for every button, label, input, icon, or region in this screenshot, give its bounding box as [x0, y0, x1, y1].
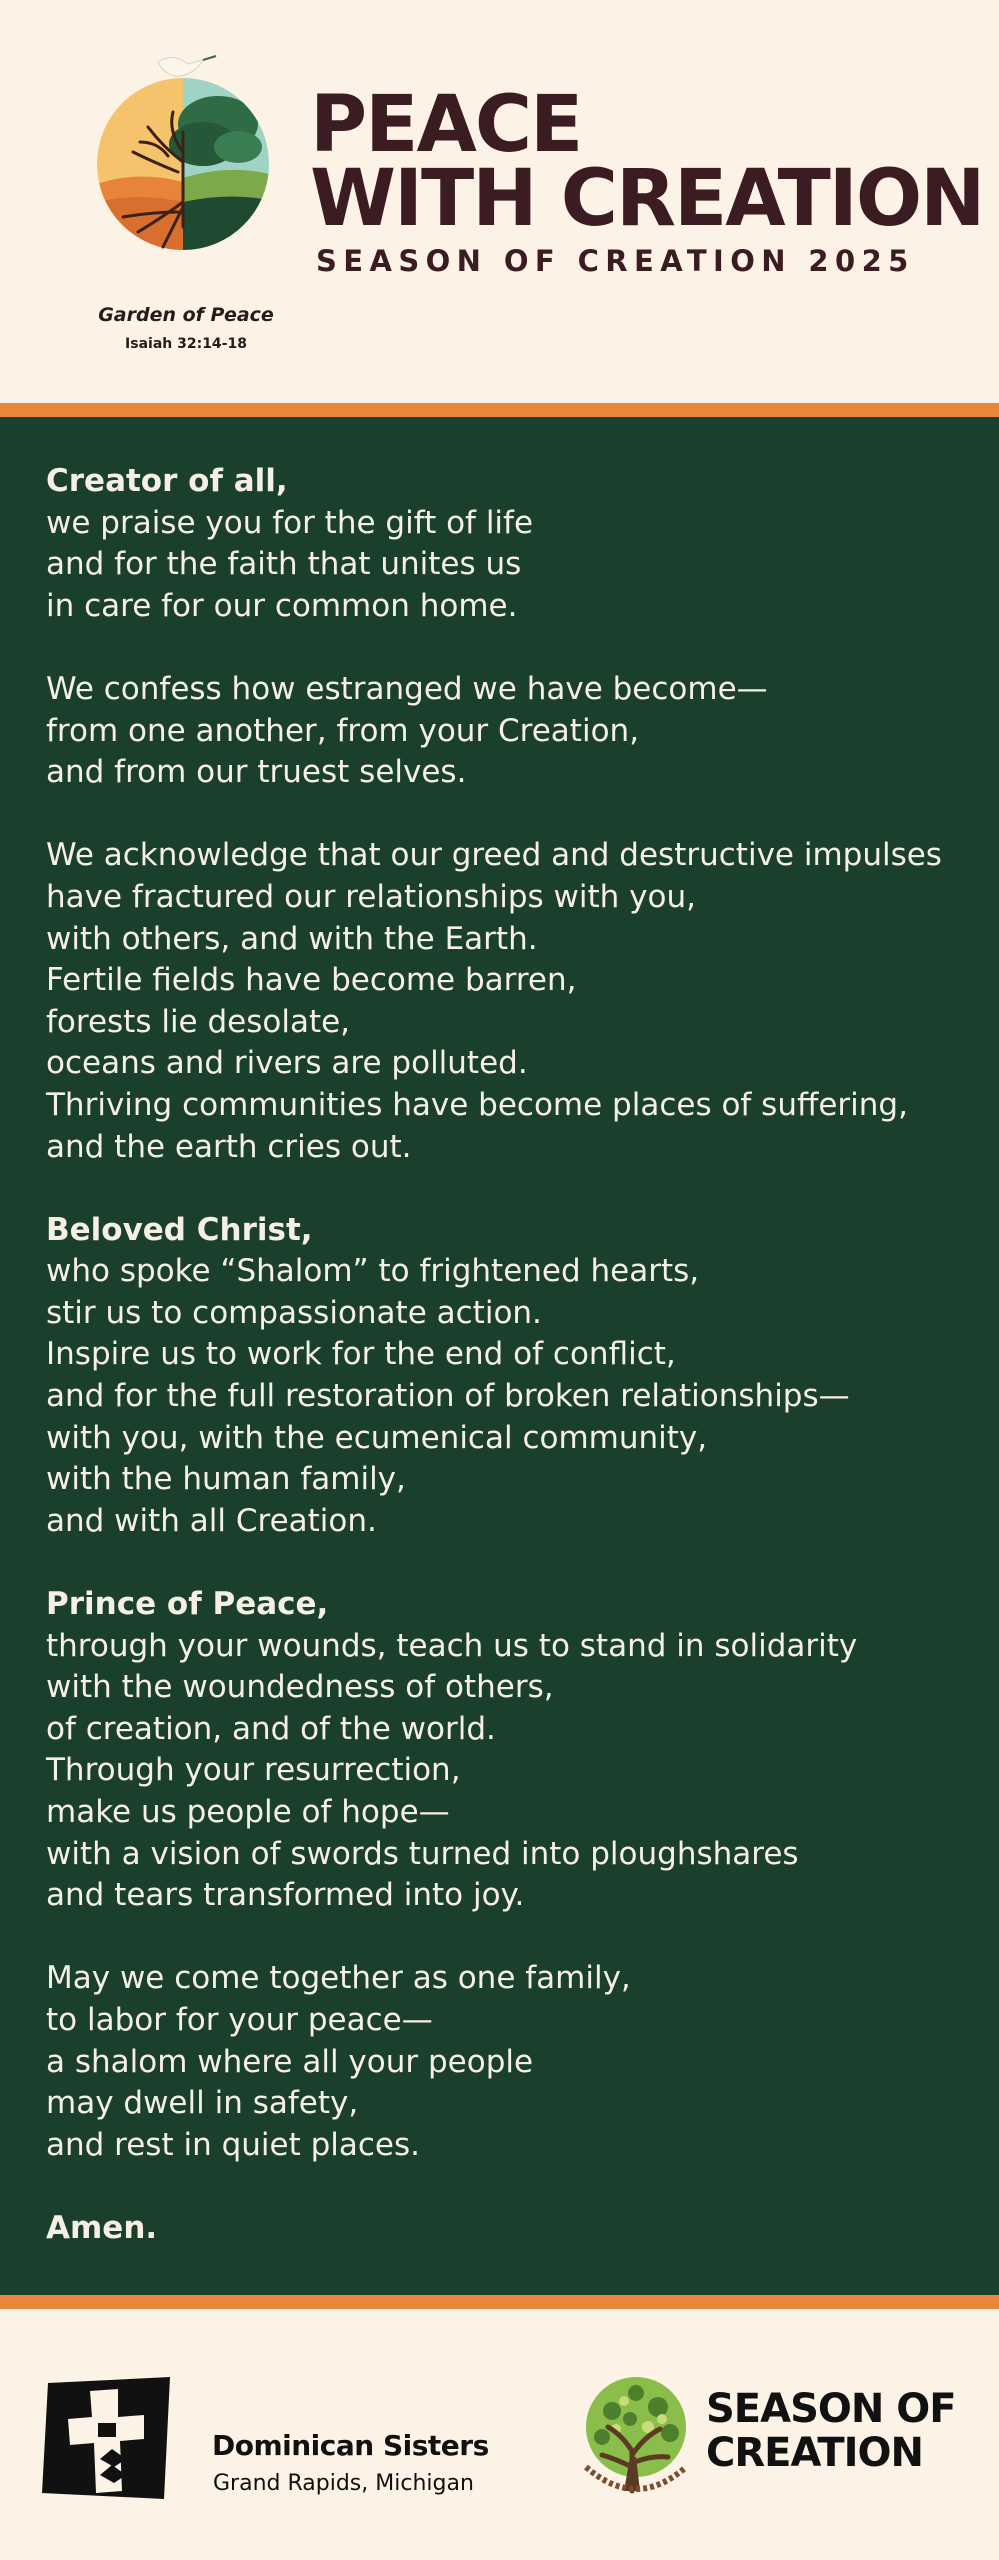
subtitle: SEASON OF CREATION 2025 [316, 244, 915, 278]
stanza [46, 461, 976, 627]
stanza-heading: Beloved Christ, [46, 1211, 313, 1248]
stanza-gap [46, 2166, 976, 2208]
prayer-line: through your wounds, teach us to stand in solidarity [46, 1627, 858, 1664]
prayer-line: Thriving communities have become places of suffering, [46, 1086, 908, 1123]
season-line-1: SEASON OF [706, 2386, 956, 2432]
prayer-line: in care for our common home. [46, 587, 518, 624]
dominican-sisters-logo-icon [40, 2363, 175, 2503]
prayer-line: with you, with the ecumenical community, [46, 1419, 708, 1456]
stanza-gap [46, 627, 976, 669]
prayer-line: oceans and rivers are polluted. [46, 1045, 528, 1082]
stanza [46, 1958, 976, 2166]
prayer-line: We confess how estranged we have become— [46, 670, 768, 707]
stanza [46, 2208, 976, 2250]
tree-dove-emblem-icon [78, 52, 288, 252]
prayer-line: and for the faith that unites us [46, 546, 522, 583]
prayer-line: and for the full restoration of broken relationships— [46, 1378, 850, 1415]
prayer-line: with the woundedness of others, [46, 1669, 554, 1706]
footer [0, 2309, 999, 2560]
stanza [46, 1210, 976, 1543]
stanza [46, 1584, 976, 1917]
prayer-line: who spoke “Shalom” to frightened hearts, [46, 1253, 700, 1290]
prayer-line: and the earth cries out. [46, 1128, 412, 1165]
prayer-line: Through your resurrection, [46, 1752, 461, 1789]
prayer-line: a shalom where all your people [46, 2043, 534, 2080]
stanza-gap [46, 1917, 976, 1959]
top-accent-stripe [0, 403, 999, 417]
season-of-creation-tree-icon [572, 2371, 700, 2499]
stanza-gap [46, 1168, 976, 1210]
prayer-line: May we come together as one family, [46, 1960, 631, 1997]
prayer-line: Inspire us to work for the end of conflict, [46, 1336, 676, 1373]
prayer-line: with others, and with the Earth. [46, 920, 538, 957]
prayer-line: we praise you for the gift of life [46, 504, 534, 541]
prayer-line: may dwell in safety, [46, 2085, 359, 2122]
prayer-line: and rest in quiet places. [46, 2126, 421, 2163]
stanza-heading: Prince of Peace, [46, 1586, 329, 1623]
prayer-line: to labor for your peace— [46, 2001, 433, 2038]
stanza [46, 835, 976, 1168]
prayer-line: Fertile fields have become barren, [46, 962, 577, 999]
prayer-line: stir us to compassionate action. [46, 1294, 542, 1331]
prayer-line: make us people of hope— [46, 1794, 450, 1830]
prayer-line: and tears transformed into joy. [46, 1877, 525, 1914]
prayer-line: from one another, from your Creation, [46, 712, 640, 749]
prayer-line: and from our truest selves. [46, 754, 467, 791]
prayer-line: We acknowledge that our greed and destructive impulses [46, 837, 942, 874]
header [0, 0, 999, 403]
stanza-gap [46, 794, 976, 836]
prayer-line: with a vision of swords turned into ploughshares [46, 1835, 799, 1872]
prayer-line: have fractured our relationships with you, [46, 878, 696, 915]
prayer-line: forests lie desolate, [46, 1003, 351, 1040]
season-line-2: CREATION [706, 2430, 923, 2476]
org-name: Dominican Sisters [212, 2429, 489, 2462]
bottom-accent-stripe [0, 2295, 999, 2309]
stanza-heading: Creator of all, [46, 463, 288, 499]
stanza-heading: Amen. [46, 2209, 158, 2246]
emblem-label: Garden of Peace [98, 304, 274, 326]
title-line-2: WITH CREATION [310, 154, 984, 244]
scripture-reference: Isaiah 32:14-18 [125, 336, 247, 352]
prayer-panel [0, 417, 999, 2295]
title-line-1: PEACE [310, 80, 582, 170]
prayer-line: with the human family, [46, 1461, 406, 1498]
prayer-text [46, 461, 976, 2250]
org-location: Grand Rapids, Michigan [213, 2471, 474, 2496]
prayer-line: and with all Creation. [46, 1502, 377, 1539]
stanza [46, 669, 976, 794]
stanza-gap [46, 1542, 976, 1584]
prayer-line: of creation, and of the world. [46, 1710, 496, 1747]
